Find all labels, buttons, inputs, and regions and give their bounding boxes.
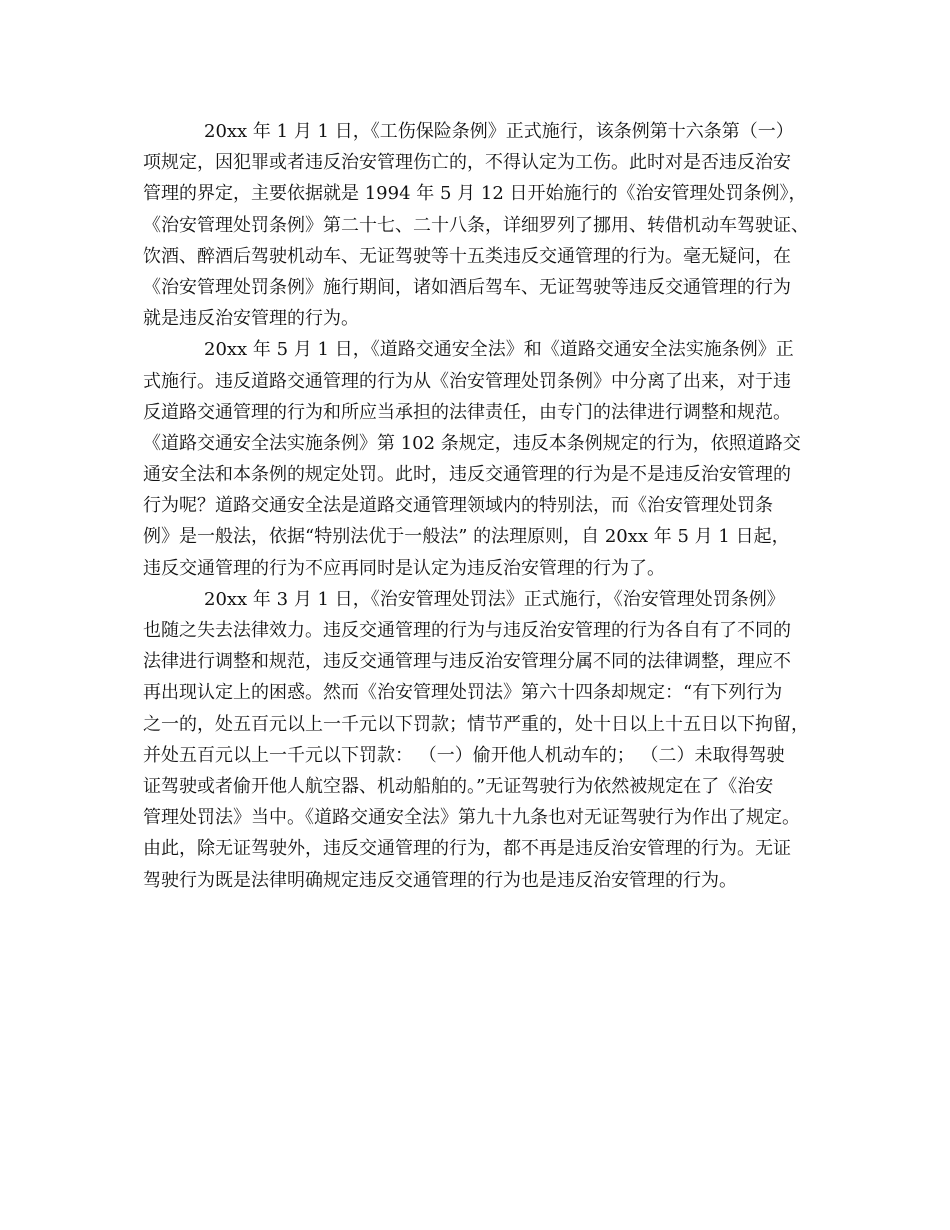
text-line: 再出现认定上的困惑。然而《治安管理处罚法》第六十四条却规定：“有下列行为	[143, 682, 783, 704]
text-line: 20xx 年 5 月 1 日，《道路交通安全法》和《道路交通安全法实施条例》正	[204, 339, 794, 361]
text-line: 并处五百元以上一千元以下罚款： （一）偷开他人机动车的； （二）未取得驾驶	[143, 744, 785, 766]
text-line: 式施行。违反道路交通管理的行为从《治安管理处罚条例》中分离了出来，对于违	[143, 370, 791, 392]
text-line: 项规定，因犯罪或者违反治安管理伤亡的，不得认定为工伤。此时对是否违反治安	[143, 152, 791, 174]
text-line: 通安全法和本条例的规定处罚。此时，违反交通管理的行为是不是违反治安管理的	[143, 464, 791, 486]
text-line: 行为呢？道路交通安全法是道路交通管理领域内的特别法，而《治安管理处罚条	[143, 495, 773, 517]
text-line: 法律进行调整和规范，违反交通管理与违反治安管理分属不同的法律调整，理应不	[143, 651, 791, 673]
text-line: 管理的界定，主要依据就是 1994 年 5 月 12 日开始施行的《治安管理处罚条例》，	[143, 183, 807, 205]
text-line: 证驾驶或者偷开他人航空器、机动船舶的。”无证驾驶行为依然被规定在了《治安	[143, 775, 774, 797]
paragraph-2	[143, 334, 813, 584]
text-line: 《道路交通安全法实施条例》第 102 条规定，违反本条例规定的行为，依照道路交	[143, 432, 801, 454]
text-line: 违反交通管理的行为不应再同时是认定为违反治安管理的行为了。	[143, 557, 665, 579]
document-body	[143, 116, 813, 896]
text-line: 也随之失去法律效力。违反交通管理的行为与违反治安管理的行为各自有了不同的	[143, 620, 791, 641]
paragraph-3	[143, 584, 813, 896]
text-line: 例》是一般法，依据“特别法优于一般法” 的法理原则，自 20xx 年 5 月 1 日起，	[143, 526, 790, 548]
text-line: 20xx 年 1 月 1 日，《工伤保险条例》正式施行，该条例第十六条第（一）	[204, 121, 794, 142]
text-line: 由此，除无证驾驶外，违反交通管理的行为，都不再是违反治安管理的行为。无证	[143, 838, 791, 860]
text-line: 反道路交通管理的行为和所应当承担的法律责任，由专门的法律进行调整和规范。	[143, 401, 791, 423]
text-line: 之一的，处五百元以上一千元以下罚款；情节严重的，处十日以上十五日以下拘留，	[143, 713, 809, 735]
paragraph-1	[143, 116, 813, 334]
text-line: 驾驶行为既是法律明确规定违反交通管理的行为也是违反治安管理的行为。	[143, 869, 737, 891]
text-line: 管理处罚法》当中。《道路交通安全法》第九十九条也对无证驾驶行为作出了规定。	[143, 807, 800, 829]
text-line: 《治安管理处罚条例》施行期间，诸如酒后驾车、无证驾驶等违反交通管理的行为	[143, 276, 791, 298]
text-line: 20xx 年 3 月 1 日，《治安管理处罚法》正式施行，《治安管理处罚条例》	[204, 588, 785, 610]
text-line: 就是违反治安管理的行为。	[143, 308, 359, 330]
text-line: 《治安管理处罚条例》第二十七、二十八条，详细罗列了挪用、转借机动车驾驶证、	[143, 214, 809, 236]
text-line: 饮酒、醉酒后驾驶机动车、无证驾驶等十五类违反交通管理的行为。毫无疑问，在	[143, 245, 791, 267]
